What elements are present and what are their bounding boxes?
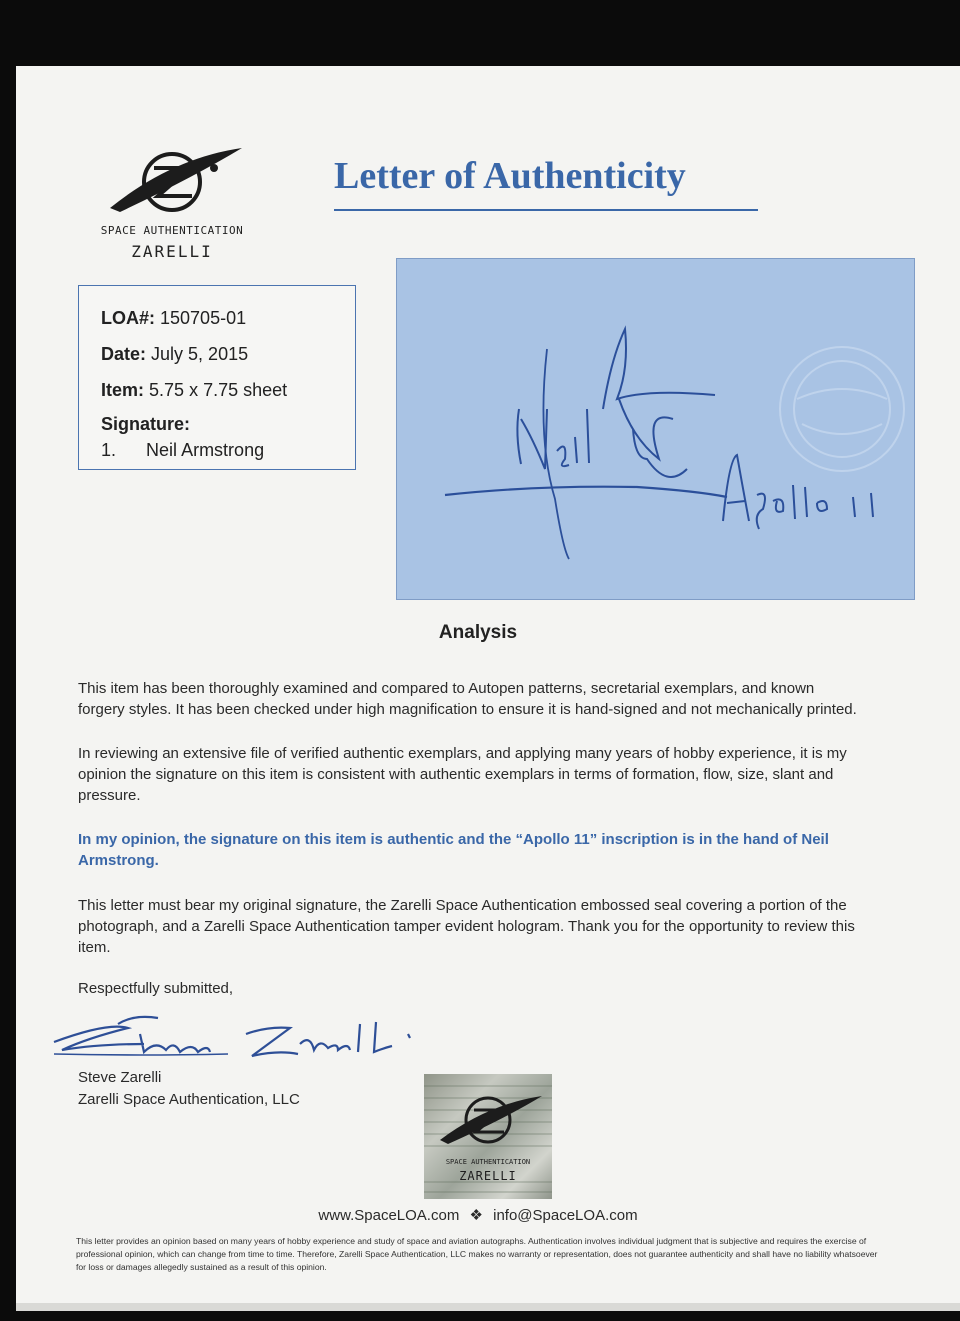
orbit-logo-icon [92,138,252,228]
analysis-paragraph-2: In reviewing an extensive file of verified authentic exemplars, and applying many years of hobby experience, it is my opinion the signature on this item is consistent with authentic exemplars in terms of formation, flow, size, slant and pressure. [78,745,847,804]
loa-number-label: LOA#: [101,308,155,328]
closing-salutation: Respectfully submitted, [78,980,234,997]
steve-zarelli-signature-image [48,1004,468,1066]
authenticity-opinion: In my opinion, the signature on this item is authentic and the “Apollo 11” inscription is in the hand of Neil Armstrong. [78,831,829,869]
website-link[interactable]: www.SpaceLOA.com [318,1207,460,1224]
sheet-bottom-edge [16,1303,960,1311]
item-value: 5.75 x 7.75 sheet [149,380,288,400]
loa-number-row [101,308,246,329]
space-authentication-logo [92,138,252,268]
signature-name: Neil Armstrong [146,440,265,460]
hologram-text-line2: ZARELLI [459,1169,517,1183]
analysis-paragraph-1: This item has been thoroughly examined and compared to Autopen patterns, secretarial exemplars, and known forgery styles. It has been checked under high magnification to ensure it is hand-signed and not mechanically printed. [78,680,857,718]
email-link[interactable]: info@SpaceLOA.com [493,1207,638,1224]
letter-title: Letter of Authenticity [334,155,686,197]
signature-label: Signature: [101,414,191,434]
loa-info-box [78,285,356,470]
title-underline [334,209,758,211]
date-row [101,344,248,365]
logo-text-line2: ZARELLI [131,242,213,261]
signature-list-item [101,440,264,461]
hologram-text-line1: SPACE AUTHENTICATION [445,1158,531,1166]
signer-block [78,1067,300,1111]
item-row [101,380,287,401]
date-value: July 5, 2015 [151,344,249,364]
neil-armstrong-signature-image [397,259,914,599]
separator-diamond-icon: ❖ [469,1207,483,1224]
legal-disclaimer: This letter provides an opinion based on many years of hobby experience and study of space and aviation autographs. Authentication involves individual judgment that is subjective and requires the exercise of professional opinion, which can change from time to time. Therefore, Zarelli Space Authentication, LLC makes no warranty or representation, does not guarantee authenticity and shall have no liability whatsoever for loss or damages allegedly sustained as a result of this opinion. [76,1236,878,1272]
analysis-paragraph-4: This letter must bear my original signature, the Zarelli Space Authentication embossed seal covering a portion of the photograph, and a Zarelli Space Authentication tamper evident hologram. Thank you for the opportunity to review this item. [78,897,855,956]
loa-number-value: 150705-01 [160,308,247,328]
signer-company: Zarelli Space Authentication, LLC [78,1091,300,1108]
tamper-evident-hologram [424,1074,552,1199]
date-label: Date: [101,344,147,364]
autographed-sheet-photo [396,258,915,600]
signer-name: Steve Zarelli [78,1069,162,1086]
letter-sheet [16,66,960,1311]
logo-text-line1: SPACE AUTHENTICATION [100,224,244,237]
item-label: Item: [101,380,145,400]
analysis-heading: Analysis [438,622,518,643]
signature-index: 1. [101,440,117,460]
signature-row [101,414,190,435]
contact-line [16,1206,940,1224]
